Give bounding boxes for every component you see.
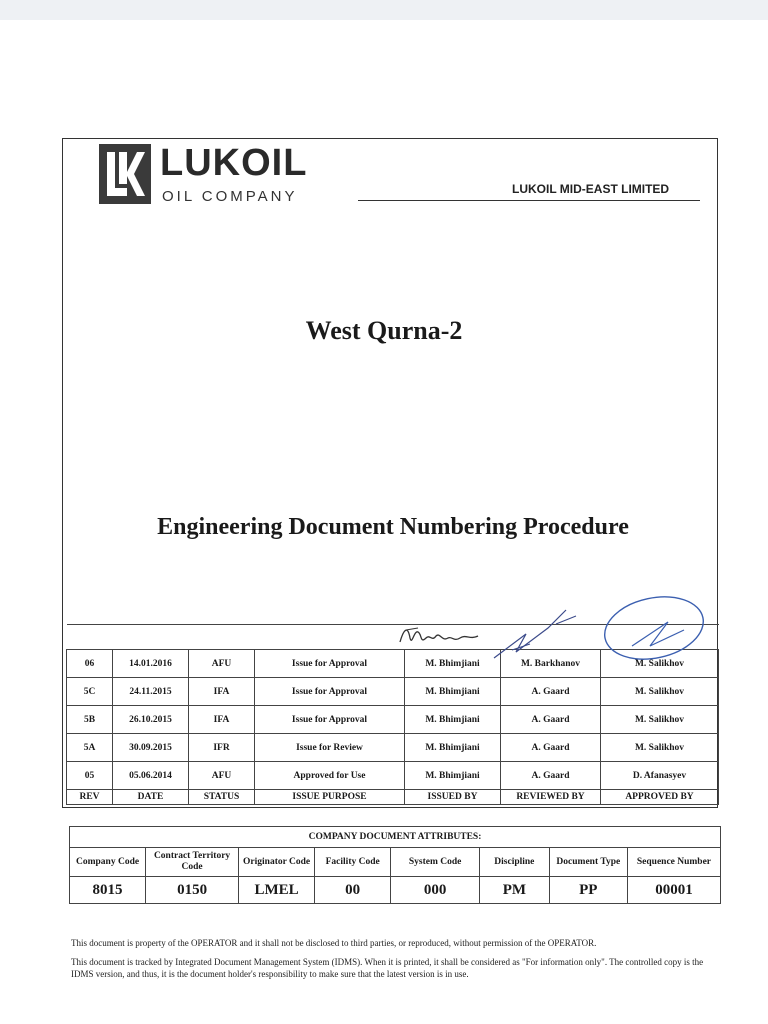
purpose-cell: Issue for Approval xyxy=(255,678,405,706)
attribute-value: 00 xyxy=(315,877,391,904)
date-cell: 24.11.2015 xyxy=(113,678,189,706)
issued-by-cell: M. Bhimjiani xyxy=(405,650,501,678)
project-title: West Qurna-2 xyxy=(305,316,463,345)
approved-by-cell: M. Salikhov xyxy=(601,678,719,706)
rev-cell: 5C xyxy=(67,678,113,706)
reviewed-by-cell: M. Barkhanov xyxy=(501,650,601,678)
purpose-cell: Issue for Approval xyxy=(255,706,405,734)
revision-table xyxy=(66,624,719,805)
attributes-caption-row xyxy=(70,827,721,848)
date-header: DATE xyxy=(113,790,189,805)
purpose-cell: Issue for Review xyxy=(255,734,405,762)
revision-header-row xyxy=(67,790,719,805)
attribute-value: 0150 xyxy=(146,877,239,904)
attribute-label: Document Type xyxy=(549,848,627,877)
issued-by-cell: M. Bhimjiani xyxy=(405,734,501,762)
table-row xyxy=(67,762,719,790)
purpose-cell: Approved for Use xyxy=(255,762,405,790)
table-row xyxy=(67,650,719,678)
purpose-header: ISSUE PURPOSE xyxy=(255,790,405,805)
rev-header: REV xyxy=(67,790,113,805)
document-attributes-table xyxy=(69,826,721,904)
date-cell: 05.06.2014 xyxy=(113,762,189,790)
issued-by-header: ISSUED BY xyxy=(405,790,501,805)
approved-by-cell: M. Salikhov xyxy=(601,734,719,762)
logo-subtitle: OIL COMPANY xyxy=(162,188,298,205)
reviewed-by-cell: A. Gaard xyxy=(501,678,601,706)
rev-cell: 5A xyxy=(67,734,113,762)
attributes-caption: COMPANY DOCUMENT ATTRIBUTES: xyxy=(70,827,721,848)
attribute-label: Company Code xyxy=(70,848,146,877)
attribute-value: PP xyxy=(549,877,627,904)
attribute-value: PM xyxy=(479,877,549,904)
approved-by-cell: M. Salikhov xyxy=(601,706,719,734)
signature-row xyxy=(67,625,719,650)
date-cell: 30.09.2015 xyxy=(113,734,189,762)
attribute-label: Sequence Number xyxy=(627,848,720,877)
idms-notice: This document is tracked by Integrated Document Management System (IDMS). When it is printed, it shall be considered as "For information only". The controlled copy is the IDMS version, and thus, it is the document holder's responsibility to make sure that the latest version is in use. xyxy=(71,957,704,979)
issued-by-cell: M. Bhimjiani xyxy=(405,706,501,734)
attribute-value: 000 xyxy=(391,877,480,904)
status-cell: IFA xyxy=(189,678,255,706)
attribute-label: Facility Code xyxy=(315,848,391,877)
attribute-label: Discipline xyxy=(479,848,549,877)
lukoil-logo-icon xyxy=(99,144,151,204)
reviewed-by-cell: A. Gaard xyxy=(501,762,601,790)
attributes-value-row xyxy=(70,877,721,904)
company-name: LUKOIL MID-EAST LIMITED xyxy=(512,182,670,196)
table-row xyxy=(67,678,719,706)
rev-cell: 06 xyxy=(67,650,113,678)
approved-by-cell: D. Afanasyev xyxy=(601,762,719,790)
issued-by-cell: M. Bhimjiani xyxy=(405,762,501,790)
document-title: Engineering Document Numbering Procedure xyxy=(157,514,629,540)
status-cell: IFR xyxy=(189,734,255,762)
status-cell: AFU xyxy=(189,762,255,790)
status-cell: IFA xyxy=(189,706,255,734)
rev-cell: 5B xyxy=(67,706,113,734)
issued-by-cell: M. Bhimjiani xyxy=(405,678,501,706)
status-header: STATUS xyxy=(189,790,255,805)
purpose-cell: Issue for Approval xyxy=(255,650,405,678)
attribute-label: Originator Code xyxy=(239,848,315,877)
attribute-label: System Code xyxy=(391,848,480,877)
attribute-label: Contract Territory Code xyxy=(146,848,239,877)
property-notice: This document is property of the OPERATOR and it shall not be disclosed to third parties, or reproduced, without permission of the OPERATOR. xyxy=(71,938,597,948)
status-cell: AFU xyxy=(189,650,255,678)
scan-top-band xyxy=(0,0,768,20)
approved-by-cell: M. Salikhov xyxy=(601,650,719,678)
attribute-value: LMEL xyxy=(239,877,315,904)
date-cell: 14.01.2016 xyxy=(113,650,189,678)
reviewed-by-cell: A. Gaard xyxy=(501,706,601,734)
table-row xyxy=(67,706,719,734)
reviewed-by-header: REVIEWED BY xyxy=(501,790,601,805)
table-row xyxy=(67,734,719,762)
company-underline xyxy=(358,200,700,201)
rev-cell: 05 xyxy=(67,762,113,790)
date-cell: 26.10.2015 xyxy=(113,706,189,734)
attribute-value: 8015 xyxy=(70,877,146,904)
logo-wordmark: LUKOIL xyxy=(160,142,308,184)
approved-by-header: APPROVED BY xyxy=(601,790,719,805)
reviewed-by-cell: A. Gaard xyxy=(501,734,601,762)
attribute-value: 00001 xyxy=(627,877,720,904)
attributes-label-row xyxy=(70,848,721,877)
